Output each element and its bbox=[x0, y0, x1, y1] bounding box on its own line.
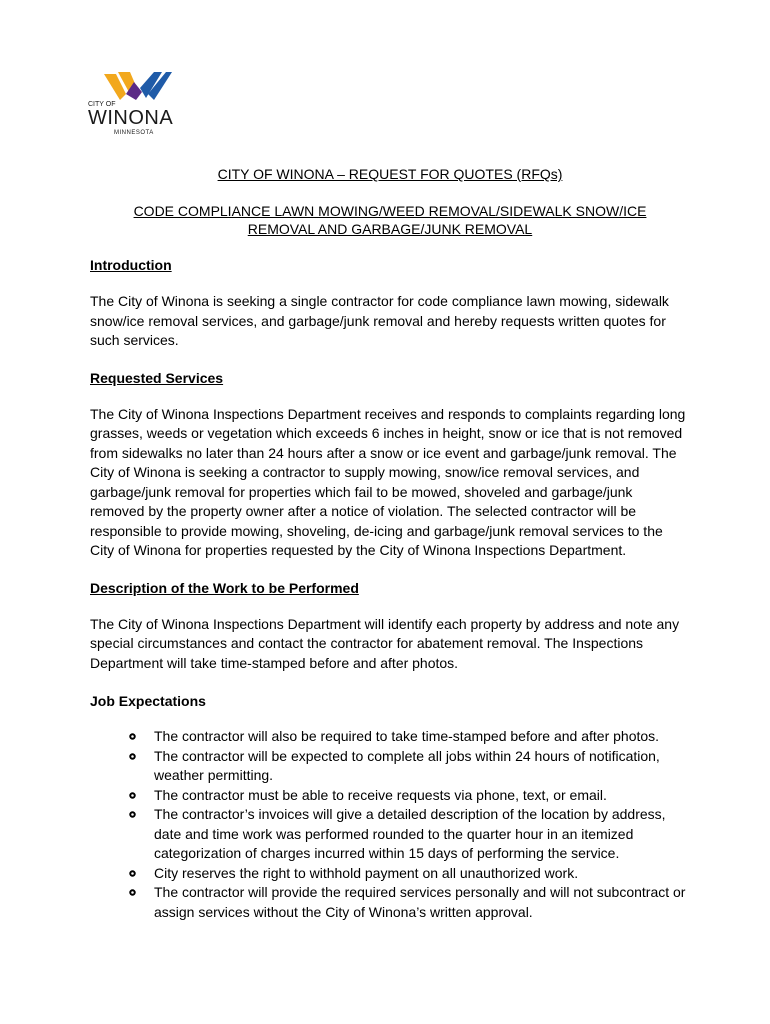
bullet-icon bbox=[128, 888, 137, 897]
bullet-text: The contractor will also be required to take time-stamped before and after photos. bbox=[154, 728, 660, 744]
bullet-icon bbox=[128, 732, 137, 741]
bullet-text: The contractor will be expected to complete all jobs within 24 hours of notification, weather permitting. bbox=[154, 747, 660, 783]
city-of-winona-logo bbox=[82, 68, 192, 138]
document-subtitle bbox=[90, 202, 690, 238]
logo-line3: MINNESOTA bbox=[114, 130, 154, 136]
job-expectations-list bbox=[90, 727, 690, 922]
bullet-text: The contractor’s invoices will give a detailed description of the location by address, date and time work was performed rounded to the quarter hour in an itemized categorization of charges incurred within 15 days of performing the service. bbox=[154, 806, 666, 861]
list-item bbox=[90, 786, 690, 806]
logo-line2: WINONA bbox=[88, 107, 174, 129]
list-item bbox=[90, 805, 690, 864]
document-body bbox=[90, 165, 690, 922]
logo-line1: CITY OF bbox=[88, 101, 116, 108]
bullet-text: City reserves the right to withhold payment on all unauthorized work. bbox=[154, 864, 579, 881]
winona-logo-mark-icon bbox=[82, 68, 192, 138]
introduction-heading: Introduction bbox=[90, 257, 172, 273]
job-expectations-heading: Job Expectations bbox=[90, 693, 206, 709]
subtitle-line-2: REMOVAL AND GARBAGE/JUNK REMOVAL bbox=[247, 221, 533, 237]
bullet-icon bbox=[128, 791, 137, 800]
list-item bbox=[90, 727, 690, 747]
introduction-body: The City of Winona is seeking a single contractor for code compliance lawn mowing, sidewalk snow/ice removal services, and garbage/junk removal and hereby requests written quotes for such services. bbox=[90, 293, 669, 348]
list-item bbox=[90, 747, 690, 786]
description-body: The City of Winona Inspections Department will identify each property by address and note any special circumstances and contact the contractor for abatement removal. The Inspections Department will take time-stamped before and after photos. bbox=[90, 615, 680, 671]
bullet-icon bbox=[128, 752, 137, 761]
bullet-icon bbox=[128, 869, 137, 878]
bullet-text: The contractor must be able to receive requests via phone, text, or email. bbox=[154, 786, 607, 803]
list-item bbox=[90, 883, 690, 922]
subtitle-line-1: CODE COMPLIANCE LAWN MOWING/WEED REMOVAL/SIDEWALK SNOW/ICE bbox=[133, 203, 647, 219]
bullet-text: The contractor will provide the required services personally and will not subcontract or assign services without the City of Winona’s written approval. bbox=[154, 884, 686, 920]
document-title: CITY OF WINONA – REQUEST FOR QUOTES (RFQs) bbox=[217, 166, 563, 182]
requested-services-body: The City of Winona Inspections Department receives and responds to complaints regarding long grasses, weeds or vegetation which exceeds 6 inches in height, snow or ice that is not removed from sidewalks no later than 24 hours after a snow or ice event and garbage/junk removal. The City of Winona is seeking a contractor to supply mowing, snow/ice removal services, and garbage/junk removal for properties which fail to be mowed, shoveled and garbage/junk removed by the property owner after a notice of violation. The selected contractor will be responsible to provide mowing, shoveling, de-icing and garbage/junk removal services to the City of Winona for properties requested by the City of Winona Inspections Department. bbox=[90, 405, 686, 558]
description-heading: Description of the Work to be Performed bbox=[90, 579, 359, 596]
list-item bbox=[90, 864, 690, 884]
bullet-icon bbox=[128, 810, 137, 819]
requested-services-heading: Requested Services bbox=[90, 369, 224, 386]
